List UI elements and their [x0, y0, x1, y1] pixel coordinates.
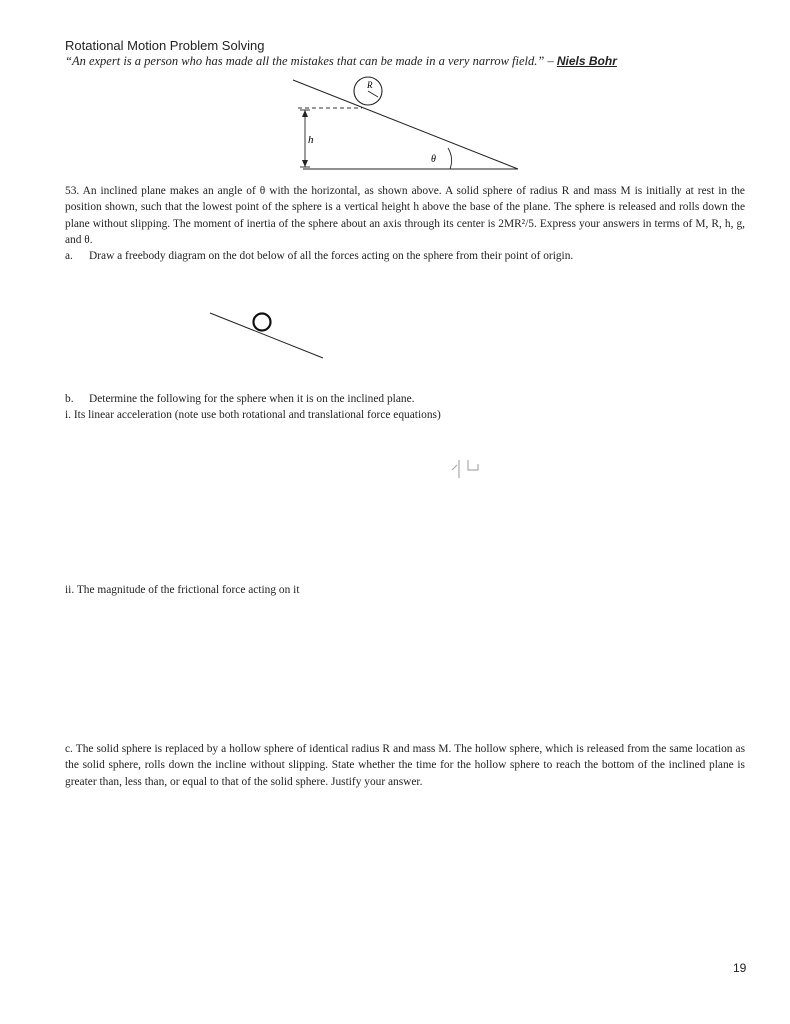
sphere-dot[interactable]: [254, 314, 271, 331]
freebody-diagram: [205, 300, 330, 365]
part-a-label: a.: [65, 250, 73, 262]
sphere-radius-label: R: [367, 80, 373, 90]
part-c: c. The solid sphere is replaced by a hollow sphere of identical radius R and mass M. The hollow sphere, which is released from the same location as the solid sphere, rolls down the incline without slipping. State whether the time for the hollow sphere to reach the bottom of the inclined plane is greater than, less than, or equal to that of the solid sphere. Justify your answer.: [65, 743, 745, 788]
part-b: [65, 391, 745, 407]
part-b-i: i. Its linear acceleration (note use both rotational and translational force equations): [65, 409, 441, 421]
incline-diagram: [280, 72, 530, 177]
part-b-ii: ii. The magnitude of the frictional force acting on it: [65, 584, 300, 596]
angle-label: θ: [431, 154, 436, 165]
part-b-label: b.: [65, 393, 74, 405]
stray-mark: [448, 452, 498, 482]
page-number: 19: [733, 961, 747, 975]
quote: [65, 54, 617, 69]
quote-author: Niels Bohr: [556, 54, 617, 68]
incline-line: [293, 80, 518, 169]
height-label: h: [308, 134, 314, 146]
page-title: Rotational Motion Problem Solving: [65, 38, 265, 53]
problem-intro: 53. An inclined plane makes an angle of θ with the horizontal, as shown above. A solid sphere of radius R and mass M is initially at rest in the position shown, such that the lowest point of the sphere is a vertical height h above the base of the plane. The sphere is released and rolls down the plane without slipping. The moment of inertia of the sphere about an axis through its center is 2MR²/5. Express your answers in terms of M, R, h, g, and θ.: [65, 185, 745, 247]
part-b-text: Determine the following for the sphere when it is on the inclined plane.: [89, 393, 415, 405]
angle-arc: [448, 148, 452, 169]
part-a: [65, 248, 745, 264]
quote-text: “An expert is a person who has made all the mistakes that can be made in a very narrow field.” –: [65, 54, 554, 68]
part-a-text: Draw a freebody diagram on the dot below of all the forces acting on the sphere from their point of origin.: [89, 250, 574, 262]
